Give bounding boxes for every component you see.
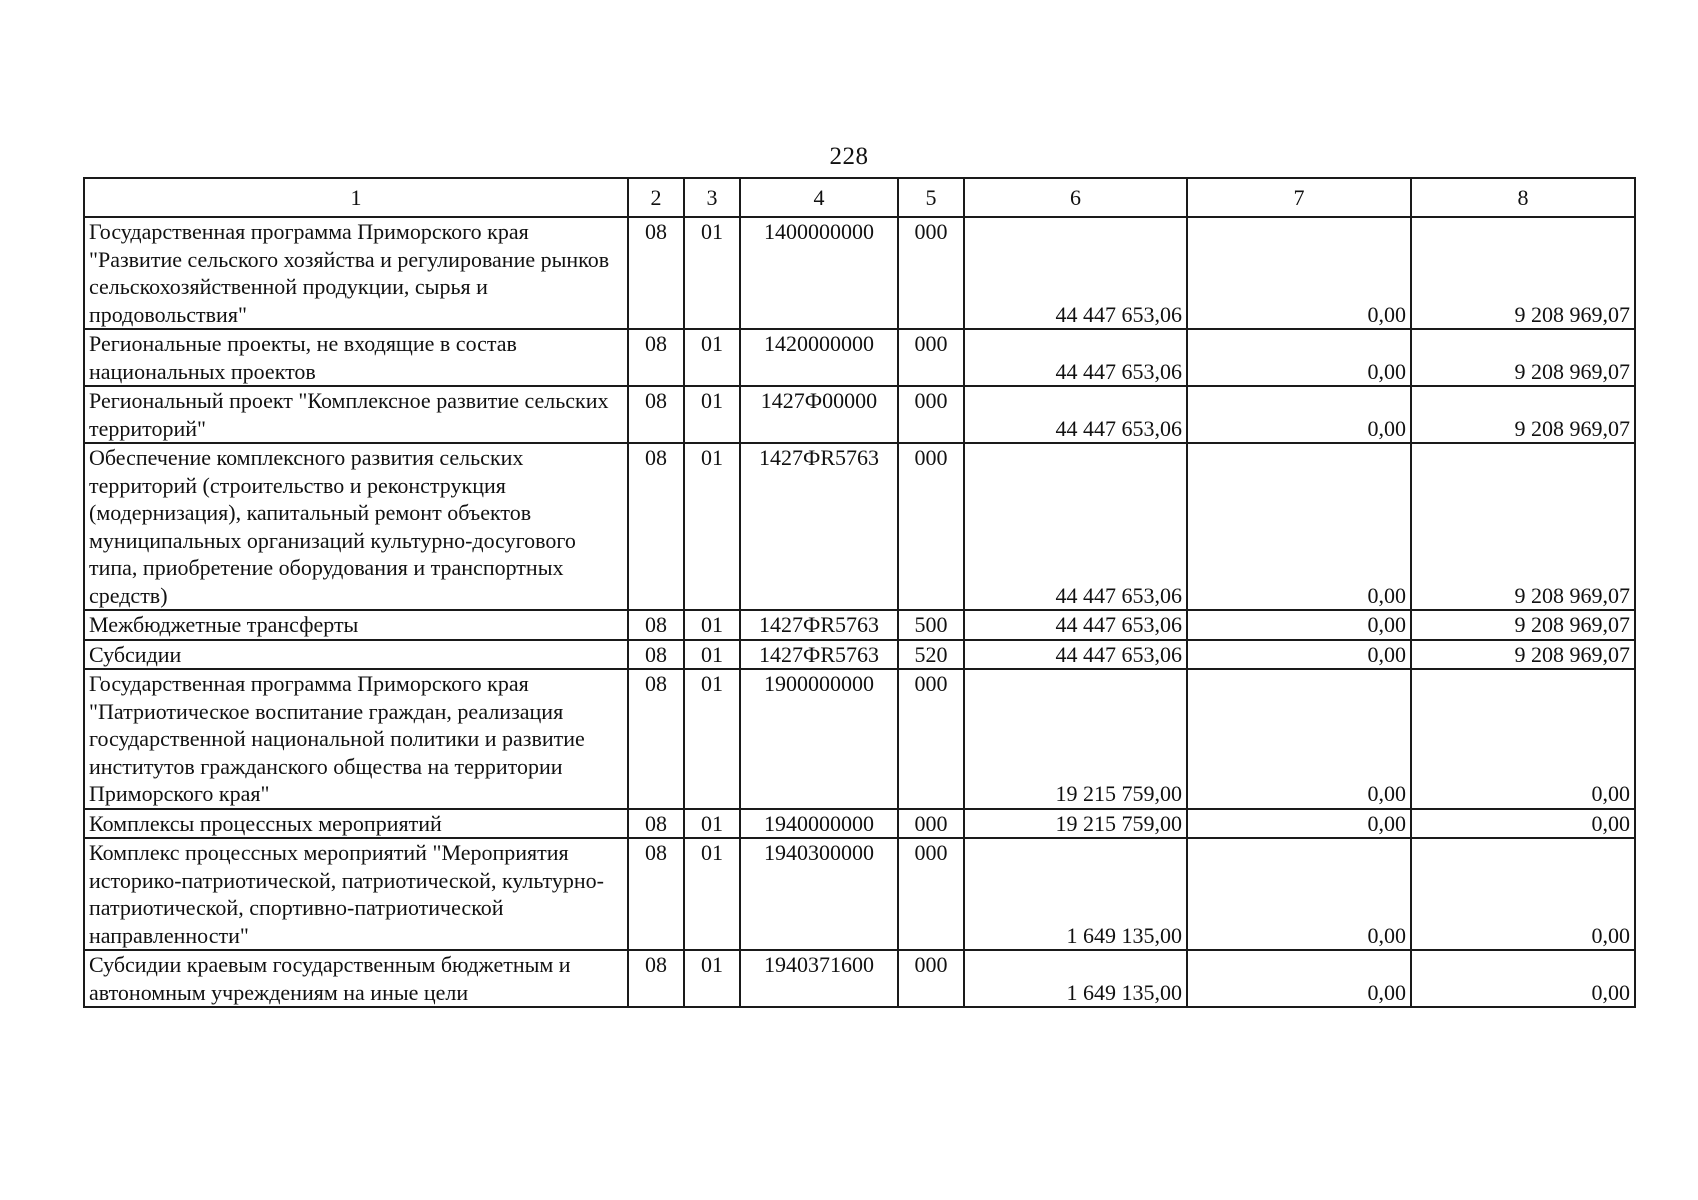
item-name: Межбюджетные трансферты	[84, 610, 628, 640]
amount-col6: 44 447 653,06	[964, 610, 1187, 640]
subsection-code: 01	[684, 386, 740, 443]
target-article-code: 1420000000	[740, 329, 898, 386]
expense-type-code: 000	[898, 838, 964, 950]
amount-col6: 44 447 653,06	[964, 386, 1187, 443]
subsection-code: 01	[684, 669, 740, 809]
column-header: 6	[964, 178, 1187, 217]
subsection-code: 01	[684, 443, 740, 610]
column-header: 8	[1411, 178, 1635, 217]
item-name: Комплексы процессных мероприятий	[84, 809, 628, 839]
expense-type-code: 000	[898, 669, 964, 809]
section-code: 08	[628, 386, 684, 443]
amount-col7: 0,00	[1187, 610, 1411, 640]
expense-type-code: 500	[898, 610, 964, 640]
expense-type-code: 000	[898, 386, 964, 443]
item-name: Региональный проект "Комплексное развитие сельских территорий"	[84, 386, 628, 443]
section-code: 08	[628, 217, 684, 329]
table-row	[84, 386, 1635, 443]
column-header: 4	[740, 178, 898, 217]
target-article-code: 1427ФR5763	[740, 443, 898, 610]
expense-type-code: 000	[898, 809, 964, 839]
target-article-code: 1427ФR5763	[740, 610, 898, 640]
section-code: 08	[628, 443, 684, 610]
item-name: Обеспечение комплексного развития сельских территорий (строительство и реконструкция (модернизация), капитальный ремонт объектов муниципальных организаций культурно-досугового типа, приобретение оборудования и транспортных средств)	[84, 443, 628, 610]
expense-type-code: 000	[898, 950, 964, 1007]
subsection-code: 01	[684, 838, 740, 950]
section-code: 08	[628, 838, 684, 950]
column-header: 1	[84, 178, 628, 217]
amount-col7: 0,00	[1187, 443, 1411, 610]
item-name: Государственная программа Приморского края "Патриотическое воспитание граждан, реализация государственной национальной политики и развитие институтов гражданского общества на территории Приморского края"	[84, 669, 628, 809]
amount-col8: 0,00	[1411, 950, 1635, 1007]
item-name: Региональные проекты, не входящие в состав национальных проектов	[84, 329, 628, 386]
expense-type-code: 520	[898, 640, 964, 670]
subsection-code: 01	[684, 640, 740, 670]
table-row	[84, 610, 1635, 640]
amount-col7: 0,00	[1187, 329, 1411, 386]
amount-col8: 0,00	[1411, 669, 1635, 809]
amount-col8: 0,00	[1411, 809, 1635, 839]
subsection-code: 01	[684, 610, 740, 640]
table-row	[84, 838, 1635, 950]
amount-col7: 0,00	[1187, 809, 1411, 839]
section-code: 08	[628, 669, 684, 809]
expense-type-code: 000	[898, 329, 964, 386]
amount-col8: 9 208 969,07	[1411, 217, 1635, 329]
subsection-code: 01	[684, 217, 740, 329]
section-code: 08	[628, 640, 684, 670]
item-name: Государственная программа Приморского края "Развитие сельского хозяйства и регулирование рынков сельскохозяйственной продукции, сырья и продовольствия"	[84, 217, 628, 329]
table-row	[84, 640, 1635, 670]
subsection-code: 01	[684, 950, 740, 1007]
column-header: 2	[628, 178, 684, 217]
section-code: 08	[628, 950, 684, 1007]
amount-col8: 9 208 969,07	[1411, 329, 1635, 386]
section-code: 08	[628, 809, 684, 839]
amount-col7: 0,00	[1187, 640, 1411, 670]
table-row	[84, 669, 1635, 809]
target-article-code: 1427ФR5763	[740, 640, 898, 670]
section-code: 08	[628, 329, 684, 386]
amount-col7: 0,00	[1187, 386, 1411, 443]
amount-col6: 19 215 759,00	[964, 669, 1187, 809]
amount-col7: 0,00	[1187, 217, 1411, 329]
target-article-code: 1427Ф00000	[740, 386, 898, 443]
amount-col6: 44 447 653,06	[964, 443, 1187, 610]
amount-col6: 44 447 653,06	[964, 329, 1187, 386]
table-row	[84, 950, 1635, 1007]
expense-type-code: 000	[898, 443, 964, 610]
column-header: 7	[1187, 178, 1411, 217]
amount-col8: 9 208 969,07	[1411, 386, 1635, 443]
section-code: 08	[628, 610, 684, 640]
amount-col8: 0,00	[1411, 838, 1635, 950]
amount-col6: 44 447 653,06	[964, 217, 1187, 329]
amount-col6: 44 447 653,06	[964, 640, 1187, 670]
table-row	[84, 217, 1635, 329]
amount-col6: 1 649 135,00	[964, 838, 1187, 950]
subsection-code: 01	[684, 809, 740, 839]
table-row	[84, 809, 1635, 839]
amount-col7: 0,00	[1187, 950, 1411, 1007]
target-article-code: 1940371600	[740, 950, 898, 1007]
item-name: Субсидии краевым государственным бюджетным и автономным учреждениям на иные цели	[84, 950, 628, 1007]
budget-table	[83, 177, 1636, 1008]
table-row	[84, 443, 1635, 610]
column-header: 5	[898, 178, 964, 217]
target-article-code: 1400000000	[740, 217, 898, 329]
target-article-code: 1940300000	[740, 838, 898, 950]
column-header: 3	[684, 178, 740, 217]
amount-col6: 1 649 135,00	[964, 950, 1187, 1007]
amount-col6: 19 215 759,00	[964, 809, 1187, 839]
item-name: Субсидии	[84, 640, 628, 670]
page-number: 228	[829, 143, 869, 170]
amount-col8: 9 208 969,07	[1411, 640, 1635, 670]
amount-col8: 9 208 969,07	[1411, 443, 1635, 610]
column-header-row	[84, 178, 1635, 217]
target-article-code: 1940000000	[740, 809, 898, 839]
amount-col8: 9 208 969,07	[1411, 610, 1635, 640]
amount-col7: 0,00	[1187, 669, 1411, 809]
item-name: Комплекс процессных мероприятий "Мероприятия историко-патриотической, патриотической, культурно-патриотической, спортивно-патриотической направленности"	[84, 838, 628, 950]
amount-col7: 0,00	[1187, 838, 1411, 950]
expense-type-code: 000	[898, 217, 964, 329]
table-row	[84, 329, 1635, 386]
target-article-code: 1900000000	[740, 669, 898, 809]
subsection-code: 01	[684, 329, 740, 386]
